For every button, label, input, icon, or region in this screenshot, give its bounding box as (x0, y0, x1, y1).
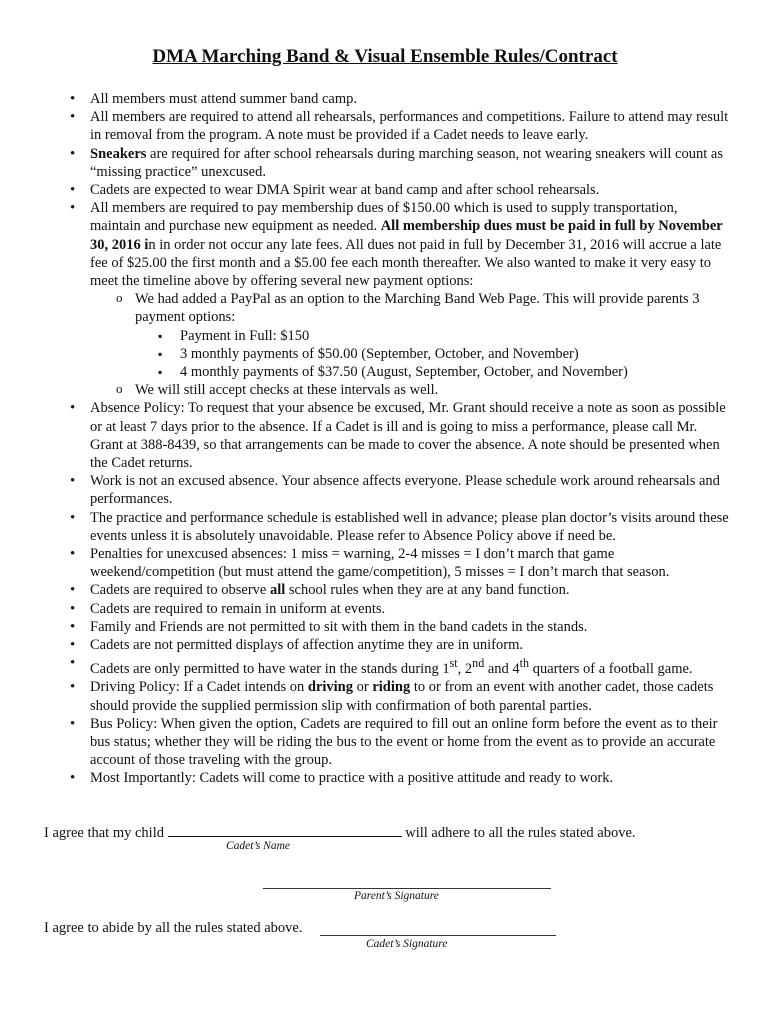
list-item: • All members are required to pay membership dues of $150.00 which is used to supply transportation, maintain and purchase new equipment as needed. All membership dues must be paid in full by November 30, 2016 in in order not occur any late fees. All dues not paid in full by December 31, 2016 will accrue a late fee of $25.00 the first month and a $5.00 fee each month thereafter. We also wanted to make it very easy to meet the timeline above by offering several new payment options: o We had added a PayPal as an option to the Marching Band Web Page. This will provide parents 3 payment options: ▪ Payment in Full: $150 ▪ 3 monthly payments of $50.00 (September, October, and November) ▪ 4 monthly payments of $37.50 (August, September, October, and November) o We will still accept checks at these intervals as well. (90, 199, 730, 399)
list-item: • The practice and performance schedule is established well in advance; please plan doctor’s visits around these events unless it is absolutely unavoidable. Please refer to Absence Policy above if need be. (90, 509, 730, 545)
cadet-signature-caption: Cadet’s Signature (366, 938, 448, 950)
rules-list (90, 90, 730, 788)
list-item: • Absence Policy: To request that your absence be excused, Mr. Grant should receive a note as soon as possible or at least 7 days prior to the absence. If a Cadet is ill and is going to miss a performance, please call Mr. Grant at 388-8439, so that arrangements can be made to cover the absence. A note should be presented when the Cadet returns. (90, 399, 730, 472)
page-title: DMA Marching Band & Visual Ensemble Rules/Contract (152, 46, 618, 67)
payment-option: ▪ 3 monthly payments of $50.00 (September, October, and November) (180, 345, 730, 363)
list-item: • Driving Policy: If a Cadet intends on driving or riding to or from an event with another cadet, those cadets should provide the supplied permission slip with confirmation of both parental parties. (90, 678, 730, 714)
list-item: • Penalties for unexcused absences: 1 miss = warning, 2-4 misses = I don’t march that game weekend/competition (but must attend the game/competition), 5 misses = I don’t march that season. (90, 545, 730, 581)
list-item: • Work is not an excused absence. Your absence affects everyone. Please schedule work around rehearsals and performances. (90, 472, 730, 508)
list-item: • All members must attend summer band camp. (90, 90, 730, 108)
sub-list-item: o We will still accept checks at these intervals as well. (135, 381, 730, 399)
cadet-signature-field[interactable] (320, 934, 556, 936)
cadet-name-caption: Cadet’s Name (226, 840, 290, 852)
payment-options (135, 327, 730, 382)
payment-option: ▪ 4 monthly payments of $37.50 (August, September, October, and November) (180, 363, 730, 381)
list-item: • Family and Friends are not permitted to sit with them in the band cadets in the stands. (90, 618, 730, 636)
list-item: • Cadets are not permitted displays of affection anytime they are in uniform. (90, 636, 730, 654)
child-agreement-line: I agree that my child will adhere to all the rules stated above. (44, 822, 636, 842)
list-item: • Cadets are required to remain in uniform at events. (90, 600, 730, 618)
cadet-name-field[interactable] (168, 822, 402, 837)
list-item: • All members are required to attend all rehearsals, performances and competitions. Failure to attend may result in removal from the program. A note must be provided if a Cadet needs to leave early. (90, 108, 730, 144)
payment-sublist (90, 290, 730, 399)
sub-list-item: o We had added a PayPal as an option to the Marching Band Web Page. This will provide parents 3 payment options: ▪ Payment in Full: $150 ▪ 3 monthly payments of $50.00 (September, October, and November) ▪ 4 monthly payments of $37.50 (August, September, October, and November) (135, 290, 730, 381)
self-agreement-line: I agree to abide by all the rules stated above. (44, 920, 303, 936)
list-item: • Cadets are expected to wear DMA Spirit wear at band camp and after school rehearsals. (90, 181, 730, 199)
list-item: • Sneakers are required for after school rehearsals during marching season, not wearing sneakers will count as “missing practice” unexcused. (90, 145, 730, 181)
parent-signature-caption: Parent’s Signature (354, 890, 439, 902)
list-item: • Bus Policy: When given the option, Cadets are required to fill out an online form before the event as to their bus status; whether they will be riding the bus to the event or home from the event as to provide an accurate account of those traveling with the group. (90, 715, 730, 770)
list-item: • Most Importantly: Cadets will come to practice with a positive attitude and ready to work. (90, 769, 730, 787)
payment-option: ▪ Payment in Full: $150 (180, 327, 730, 345)
parent-signature-field[interactable] (263, 887, 551, 889)
list-item: • Cadets are required to observe all school rules when they are at any band function. (90, 581, 730, 599)
list-item: • Cadets are only permitted to have water in the stands during 1st, 2nd and 4th quarters of a football game. (90, 654, 730, 678)
